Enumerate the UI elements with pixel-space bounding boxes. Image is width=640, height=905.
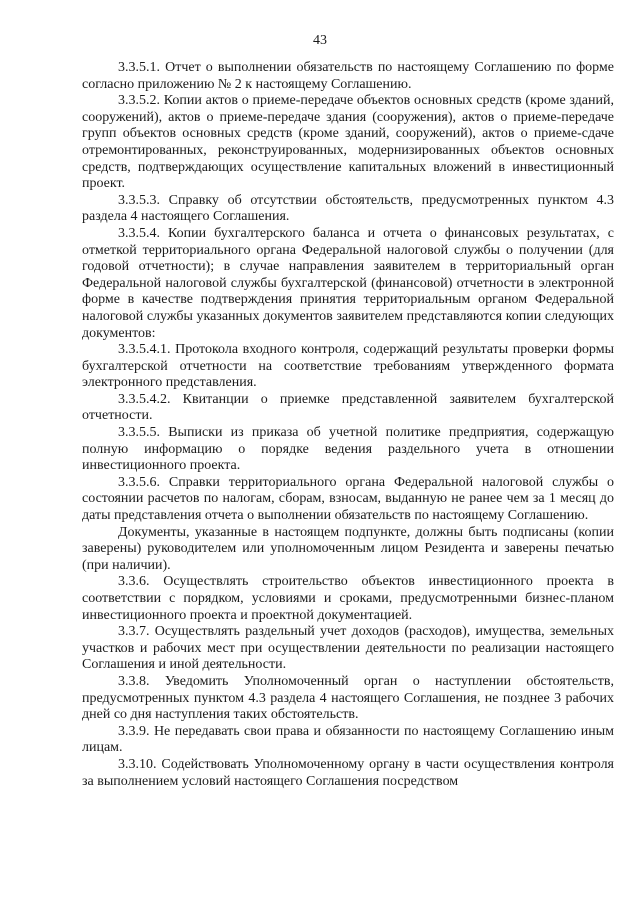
paragraph-3-3-5-2: 3.3.5.2. Копии актов о приеме-передаче объектов основных средств (кроме зданий, сооружений), актов о приеме-передаче здания (сооружения), актов о приеме-передаче групп объектов основных средств (кроме зданий, сооружений), актов о приеме-сдаче отремонтированных, реконструированных, модернизированных объектов основных средств, подтверждающих осуществление капитальных вложений в инвестиционный проект. [82,93,614,192]
paragraph-3-3-5-6: 3.3.5.6. Справки территориального органа Федеральной налоговой службы о состоянии расчетов по налогам, сборам, взносам, выданную не ранее чем за 1 месяц до даты представления отчета о выполнении обязательств по настоящему Соглашению. [82,474,614,524]
paragraph-3-3-5-4-2: 3.3.5.4.2. Квитанции о приемке представленной заявителем бухгалтерской отчетности. [82,391,614,424]
paragraph-3-3-9: 3.3.9. Не передавать свои права и обязанности по настоящему Соглашению иным лицам. [82,723,614,756]
paragraph-3-3-10: 3.3.10. Содействовать Уполномоченному органу в части осуществления контроля за выполнением условий настоящего Соглашения посредством [82,756,614,789]
paragraph-3-3-6: 3.3.6. Осуществлять строительство объектов инвестиционного проекта в соответствии с порядком, условиями и сроками, предусмотренными бизнес-планом инвестиционного проекта и проектной документацией. [82,574,614,623]
paragraph-3-3-5-5: 3.3.5.5. Выписки из приказа об учетной политике предприятия, содержащую полную информацию о порядке ведения раздельного учета в отношении инвестиционного проекта. [82,425,614,474]
paragraph-3-3-5-4: 3.3.5.4. Копии бухгалтерского баланса и отчета о финансовых результатах, с отметкой территориального органа Федеральной налоговой службы о получении (для годовой отчетности); в случае направления заявителем в территориальный орган Федеральной налоговой службы бухгалтерской (финансовой) отчетности в электронной форме в качестве подтверждения принятия территориальным органом Федеральной налоговой службы указанных документов заявителем представляются копии следующих документов: [82,225,614,341]
paragraph-3-3-5-1: 3.3.5.1. Отчет о выполнении обязательств по настоящему Соглашению по форме согласно приложению № 2 к настоящему Соглашению. [82,60,614,92]
paragraph-3-3-5-3: 3.3.5.3. Справку об отсутствии обстоятельств, предусмотренных пунктом 4.3 раздела 4 настоящего Соглашения. [82,192,614,225]
paragraph-documents-note: Документы, указанные в настоящем подпункте, должны быть подписаны (копии заверены) руководителем или уполномоченным лицом Резидента и заверены печатью (при наличии). [82,524,614,573]
paragraph-3-3-7: 3.3.7. Осуществлять раздельный учет доходов (расходов), имущества, земельных участков и рабочих мест при осуществлении деятельности по реализации настоящего Соглашения и иной деятельности. [82,624,614,673]
paragraph-3-3-5-4-1: 3.3.5.4.1. Протокола входного контроля, содержащий результаты проверки формы бухгалтерской отчетности на соответствие требованиям утвержденного формата электронного представления. [82,342,614,391]
page-number: 43 [313,33,327,48]
document-body [82,60,614,790]
paragraph-3-3-8: 3.3.8. Уведомить Уполномоченный орган о наступлении обстоятельств, предусмотренных пунктом 4.3 раздела 4 настоящего Соглашения, не позднее 3 рабочих дней со дня наступления таких обстоятельств. [82,673,614,723]
